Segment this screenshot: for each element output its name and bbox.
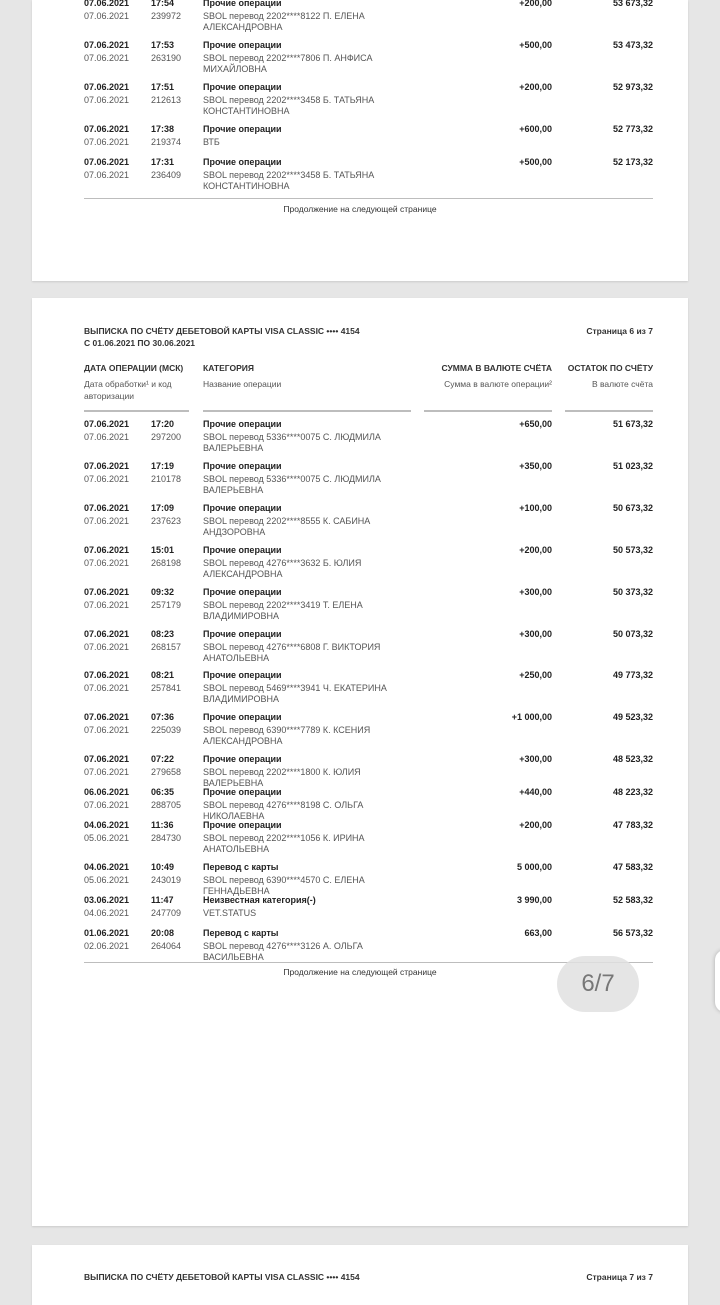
transaction-description: VET.STATUS (203, 908, 257, 918)
header-rule-date (84, 410, 189, 412)
transaction-category: Прочие операции (203, 503, 282, 513)
transaction-date: 03.06.2021 (84, 895, 130, 905)
header-date-sub: Дата обработки¹ и код авторизации (84, 379, 172, 401)
transaction-date: 07.06.2021 (84, 545, 130, 555)
transaction-description: SBOL перевод 2202****1056 К. ИРИНА АНАТОЛЬЕВНА (203, 833, 365, 854)
auth-code: 297200 (151, 432, 182, 442)
transaction-description: SBOL перевод 5336****0075 С. ЛЮДМИЛА ВАЛЕРЬЕВНА (203, 432, 381, 453)
page-indicator[interactable]: 6/7 (557, 956, 639, 1012)
auth-code: 288705 (151, 800, 182, 810)
transaction-amount: +350,00 (519, 461, 552, 471)
transaction-time: 17:31 (151, 157, 175, 167)
statement-page-5 (32, 0, 688, 281)
processing-date: 07.06.2021 (84, 558, 130, 568)
transaction-description: SBOL перевод 4276****3632 Б. ЮЛИЯ АЛЕКСАНДРОВНА (203, 558, 362, 579)
transaction-category: Прочие операции (203, 587, 282, 597)
transaction-category: Прочие операции (203, 754, 282, 764)
processing-date: 07.06.2021 (84, 170, 130, 180)
transaction-balance: 53 473,32 (612, 40, 653, 50)
transaction-category: Прочие операции (203, 629, 282, 639)
transaction-amount: +200,00 (519, 545, 552, 555)
transaction-amount: +500,00 (519, 157, 552, 167)
transaction-description: SBOL перевод 2202****7806 П. АНФИСА МИХАЙЛОВНА (203, 53, 373, 74)
transaction-time: 17:19 (151, 461, 175, 471)
transaction-balance: 52 173,32 (612, 157, 653, 167)
auth-code: 212613 (151, 95, 182, 105)
auth-code: 210178 (151, 474, 182, 484)
transaction-date: 07.06.2021 (84, 157, 130, 167)
header-rule-category (203, 410, 411, 412)
table-bottom-rule (84, 198, 653, 199)
transaction-time: 17:09 (151, 503, 175, 513)
transaction-description: SBOL перевод 2202****8555 К. САБИНА АНДЗОРОВНА (203, 516, 371, 537)
transaction-balance: 50 373,32 (612, 587, 653, 597)
transaction-amount: +200,00 (519, 0, 552, 8)
transaction-balance: 49 523,32 (612, 712, 653, 722)
transaction-description: SBOL перевод 6390****4570 С. ЕЛЕНА ГЕННАДЬЕВНА (203, 875, 365, 896)
transaction-date: 07.06.2021 (84, 712, 130, 722)
transaction-time: 10:49 (151, 862, 175, 872)
transaction-category: Прочие операции (203, 787, 282, 797)
transaction-date: 07.06.2021 (84, 0, 130, 8)
header-rule-amount (424, 410, 552, 412)
auth-code: 239972 (151, 11, 182, 21)
transaction-description: SBOL перевод 2202****1800 К. ЮЛИЯ ВАЛЕРЬЕВНА (203, 767, 361, 788)
processing-date: 07.06.2021 (84, 725, 130, 735)
transaction-amount: +300,00 (519, 629, 552, 639)
processing-date: 07.06.2021 (84, 137, 130, 147)
transaction-time: 17:51 (151, 82, 175, 92)
transaction-balance: 48 523,32 (612, 754, 653, 764)
transaction-balance: 47 583,32 (612, 862, 653, 872)
transaction-time: 17:38 (151, 124, 175, 134)
transaction-category: Прочие операции (203, 40, 282, 50)
transaction-category: Перевод с карты (203, 928, 279, 938)
transaction-amount: +300,00 (519, 587, 552, 597)
transaction-date: 04.06.2021 (84, 820, 130, 830)
transaction-date: 07.06.2021 (84, 419, 130, 429)
page-number: Страница 7 из 7 (586, 1272, 653, 1282)
transaction-amount: +250,00 (519, 670, 552, 680)
transaction-category: Неизвестная категория(-) (203, 895, 316, 905)
header-balance-sub: В валюте счёта (591, 379, 653, 389)
transaction-time: 11:47 (151, 895, 174, 905)
scroll-handle[interactable] (715, 950, 720, 1012)
transaction-date: 01.06.2021 (84, 928, 130, 938)
transaction-amount: +440,00 (519, 787, 552, 797)
auth-code: 279658 (151, 767, 182, 777)
processing-date: 07.06.2021 (84, 767, 130, 777)
statement-page-7 (32, 1245, 688, 1305)
transaction-amount: +200,00 (519, 82, 552, 92)
transaction-category: Прочие операции (203, 157, 282, 167)
transaction-balance: 51 673,32 (612, 419, 653, 429)
transaction-time: 20:08 (151, 928, 175, 938)
auth-code: 225039 (151, 725, 182, 735)
transaction-time: 09:32 (151, 587, 175, 597)
transaction-time: 15:01 (151, 545, 175, 555)
transaction-balance: 51 023,32 (612, 461, 653, 471)
header-amount: СУММА В ВАЛЮТЕ СЧЁТА (441, 363, 552, 373)
transaction-description: ВТБ (203, 137, 220, 147)
auth-code: 257841 (151, 683, 182, 693)
transaction-balance: 50 673,32 (612, 503, 653, 513)
auth-code: 243019 (151, 875, 182, 885)
auth-code: 268157 (151, 642, 182, 652)
header-amount-sub: Сумма в валюте операции² (444, 379, 552, 389)
transaction-category: Прочие операции (203, 419, 282, 429)
processing-date: 05.06.2021 (84, 875, 130, 885)
transaction-balance: 52 973,32 (612, 82, 653, 92)
transaction-time: 07:22 (151, 754, 175, 764)
transaction-date: 07.06.2021 (84, 124, 130, 134)
header-category: КАТЕГОРИЯ (203, 363, 254, 373)
processing-date: 04.06.2021 (84, 908, 130, 918)
transaction-category: Прочие операции (203, 545, 282, 555)
processing-date: 07.06.2021 (84, 432, 130, 442)
transaction-amount: +300,00 (519, 754, 552, 764)
transaction-date: 07.06.2021 (84, 754, 130, 764)
transaction-date: 07.06.2021 (84, 629, 130, 639)
transaction-time: 17:54 (151, 0, 175, 8)
processing-date: 07.06.2021 (84, 600, 130, 610)
processing-date: 07.06.2021 (84, 642, 130, 652)
processing-date: 07.06.2021 (84, 11, 130, 21)
transaction-balance: 53 673,32 (612, 0, 653, 8)
auth-code: 264064 (151, 941, 182, 951)
continue-note: Продолжение на следующей странице (283, 204, 437, 214)
transaction-category: Прочие операции (203, 670, 282, 680)
transaction-amount: 663,00 (524, 928, 552, 938)
auth-code: 257179 (151, 600, 182, 610)
processing-date: 07.06.2021 (84, 516, 130, 526)
transaction-amount: +1 000,00 (511, 712, 552, 722)
transaction-amount: +200,00 (519, 820, 552, 830)
transaction-description: SBOL перевод 6390****7789 К. КСЕНИЯ АЛЕКСАНДРОВНА (203, 725, 371, 746)
transaction-time: 07:36 (151, 712, 175, 722)
transaction-amount: +600,00 (519, 124, 552, 134)
transaction-description: SBOL перевод 2202****8122 П. ЕЛЕНА АЛЕКСАНДРОВНА (203, 11, 365, 32)
transaction-time: 17:20 (151, 419, 175, 429)
continue-note: Продолжение на следующей странице (283, 967, 437, 977)
transaction-time: 06:35 (151, 787, 175, 797)
transaction-balance: 52 773,32 (612, 124, 653, 134)
transaction-category: Прочие операции (203, 712, 282, 722)
transaction-description: SBOL перевод 4276****8198 С. ОЛЬГА НИКОЛАЕВНА (203, 800, 364, 821)
transaction-amount: +650,00 (519, 419, 552, 429)
processing-date: 05.06.2021 (84, 833, 130, 843)
statement-period: С 01.06.2021 ПО 30.06.2021 (84, 338, 196, 348)
transaction-description: SBOL перевод 2202****3458 Б. ТАТЬЯНА КОНСТАНТИНОВНА (203, 170, 375, 191)
transaction-balance: 47 783,32 (612, 820, 653, 830)
transaction-category: Прочие операции (203, 82, 282, 92)
transaction-balance: 50 073,32 (612, 629, 653, 639)
transaction-date: 07.06.2021 (84, 503, 130, 513)
transaction-description: SBOL перевод 5469****3941 Ч. ЕКАТЕРИНА ВЛАДИМИРОВНА (203, 683, 387, 704)
header-balance: ОСТАТОК ПО СЧЁТУ (567, 363, 653, 373)
header-category-sub: Название операции (203, 379, 282, 389)
transaction-time: 08:21 (151, 670, 175, 680)
transaction-amount: +100,00 (519, 503, 552, 513)
auth-code: 284730 (151, 833, 182, 843)
page-number: Страница 6 из 7 (586, 326, 653, 336)
transaction-description: SBOL перевод 2202****3458 Б. ТАТЬЯНА КОНСТАНТИНОВНА (203, 95, 375, 116)
transaction-balance: 50 573,32 (612, 545, 653, 555)
transaction-balance: 56 573,32 (612, 928, 653, 938)
auth-code: 268198 (151, 558, 182, 568)
statement-title: ВЫПИСКА ПО СЧЁТУ ДЕБЕТОВОЙ КАРТЫ VISA CLASSIC •••• 4154 (84, 1272, 360, 1282)
transaction-description: SBOL перевод 4276****3126 А. ОЛЬГА ВАСИЛЬЕВНА (203, 941, 363, 962)
transaction-category: Прочие операции (203, 124, 282, 134)
transaction-amount: 5 000,00 (516, 862, 552, 872)
transaction-description: SBOL перевод 2202****3419 Т. ЕЛЕНА ВЛАДИМИРОВНА (203, 600, 363, 621)
transaction-date: 07.06.2021 (84, 40, 130, 50)
transaction-time: 08:23 (151, 629, 175, 639)
transaction-date: 07.06.2021 (84, 587, 130, 597)
header-date: ДАТА ОПЕРАЦИИ (МСК) (84, 363, 184, 373)
transaction-balance: 48 223,32 (612, 787, 653, 797)
transaction-amount: 3 990,00 (516, 895, 552, 905)
transaction-date: 06.06.2021 (84, 787, 130, 797)
transaction-date: 04.06.2021 (84, 862, 130, 872)
statement-title: ВЫПИСКА ПО СЧЁТУ ДЕБЕТОВОЙ КАРТЫ VISA CLASSIC •••• 4154 (84, 326, 360, 336)
processing-date: 07.06.2021 (84, 95, 130, 105)
header-rule-balance (565, 410, 653, 412)
transaction-category: Прочие операции (203, 820, 282, 830)
processing-date: 07.06.2021 (84, 683, 130, 693)
transaction-category: Прочие операции (203, 461, 282, 471)
statement-page-6 (32, 298, 688, 1226)
transaction-balance: 49 773,32 (612, 670, 653, 680)
transaction-description: SBOL перевод 4276****6808 Г. ВИКТОРИЯ АНАТОЛЬЕВНА (203, 642, 381, 663)
auth-code: 236409 (151, 170, 182, 180)
transaction-date: 07.06.2021 (84, 82, 130, 92)
transaction-date: 07.06.2021 (84, 670, 130, 680)
auth-code: 237623 (151, 516, 182, 526)
transaction-amount: +500,00 (519, 40, 552, 50)
processing-date: 07.06.2021 (84, 474, 130, 484)
transaction-category: Перевод с карты (203, 862, 279, 872)
transaction-time: 11:36 (151, 820, 174, 830)
transaction-balance: 52 583,32 (612, 895, 653, 905)
processing-date: 07.06.2021 (84, 800, 130, 810)
transaction-date: 07.06.2021 (84, 461, 130, 471)
processing-date: 02.06.2021 (84, 941, 130, 951)
transaction-description: SBOL перевод 5336****0075 С. ЛЮДМИЛА ВАЛЕРЬЕВНА (203, 474, 381, 495)
auth-code: 247709 (151, 908, 182, 918)
auth-code: 263190 (151, 53, 182, 63)
transaction-category: Прочие операции (203, 0, 282, 8)
transaction-time: 17:53 (151, 40, 175, 50)
processing-date: 07.06.2021 (84, 53, 130, 63)
auth-code: 219374 (151, 137, 182, 147)
